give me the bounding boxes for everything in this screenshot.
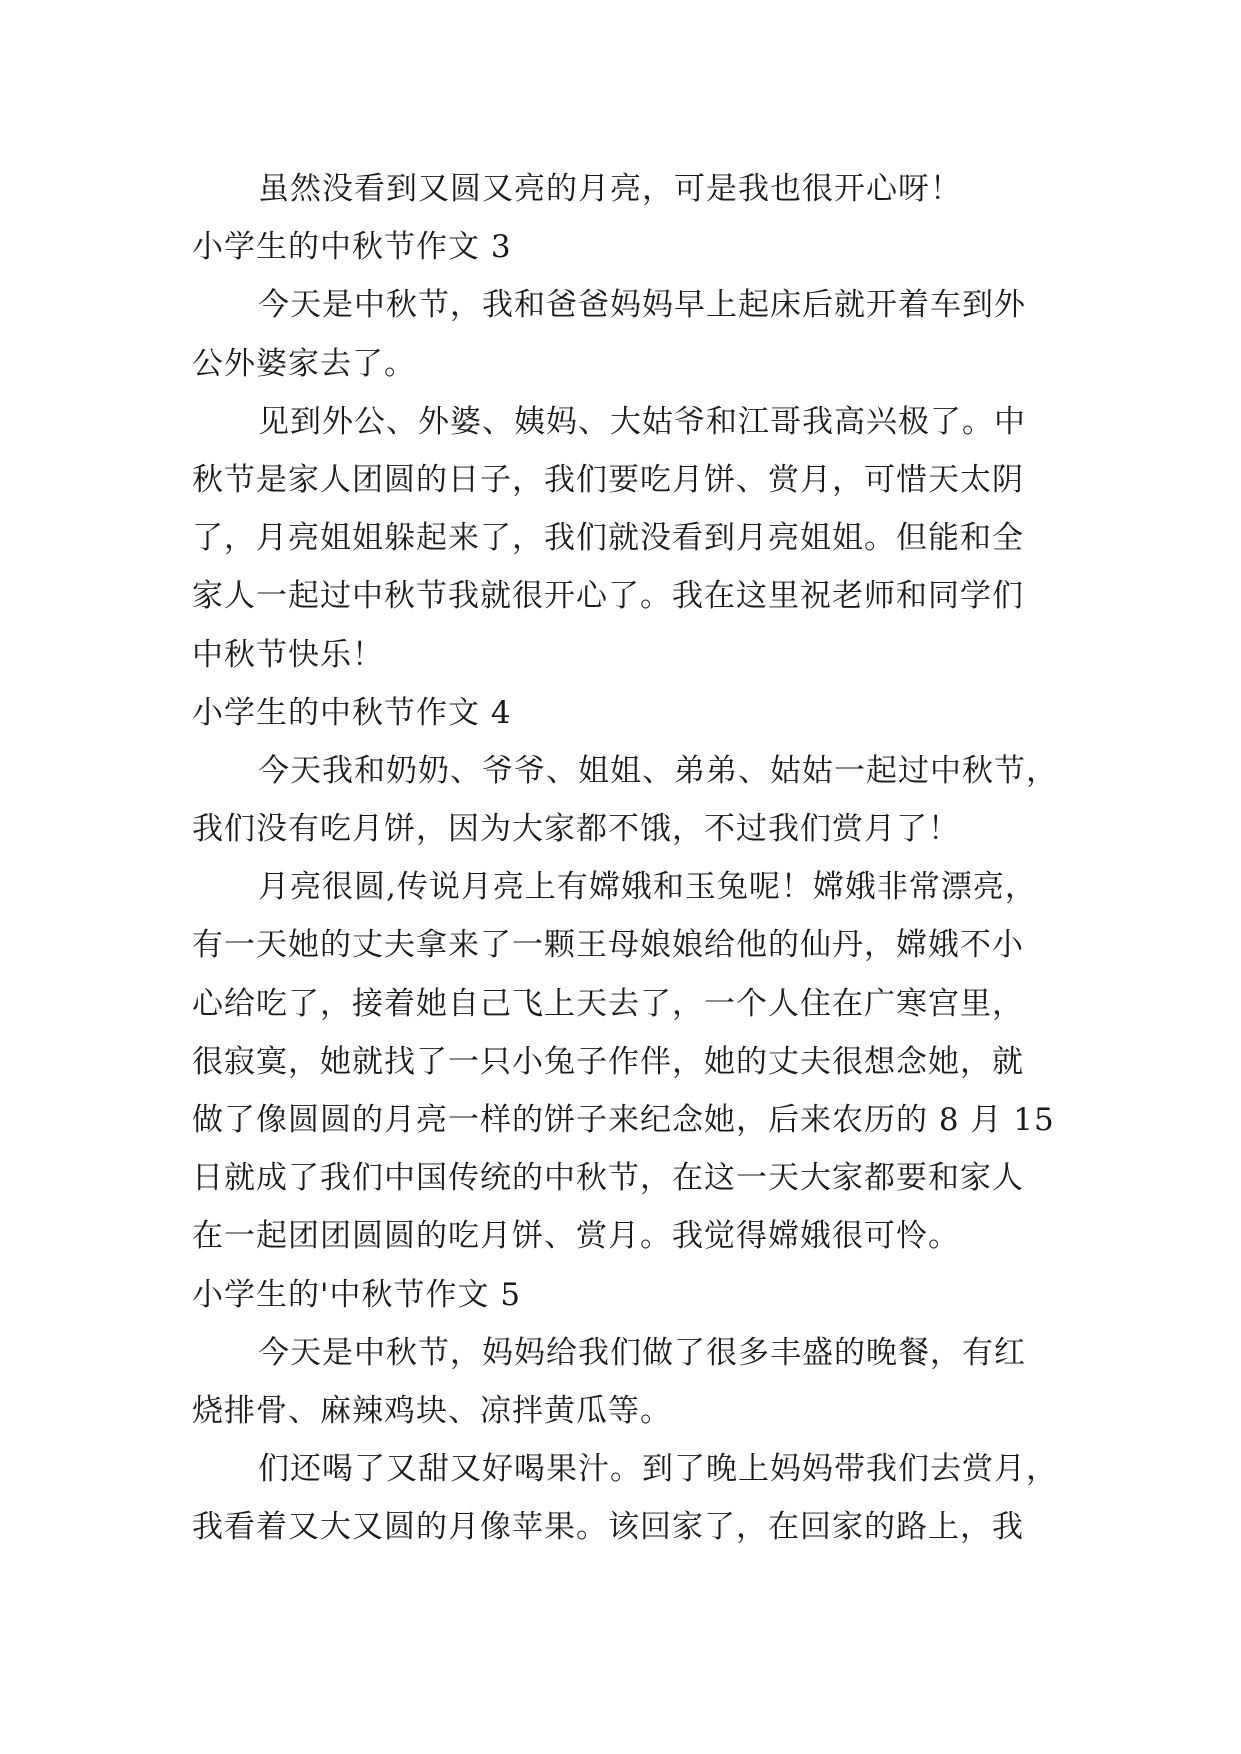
paragraph-line: 很寂寞，她就找了一只小兔子作伴，她的丈夫很想念她，就: [192, 1043, 1024, 1080]
paragraph-line: 今天是中秋节，妈妈给我们做了很多丰盛的晚餐，有红: [258, 1334, 1026, 1371]
section-heading: 小学生的中秋节作文 3: [192, 229, 512, 266]
paragraph-line: 在一起团团圆圆的吃月饼、赏月。我觉得嫦娥很可怜。: [192, 1218, 960, 1255]
paragraph-line: 中秋节快乐！: [192, 636, 384, 673]
paragraph-line: 虽然没看到又圆又亮的月亮，可是我也很开心呀！: [258, 171, 962, 207]
paragraph-line: 今天我和奶奶、爷爷、姐姐、弟弟、姑姑一起过中秋节，: [258, 752, 1058, 789]
paragraph-line: 烧排骨、麻辣鸡块、凉拌黄瓜等。: [192, 1392, 672, 1429]
paragraph-line: 心给吃了，接着她自己飞上天去了，一个人住在广寒宫里，: [192, 985, 1024, 1022]
paragraph-line: 了，月亮姐姐躲起来了，我们就没看到月亮姐姐。但能和全: [192, 520, 1024, 557]
paragraph-line: 公外婆家去了。: [192, 345, 416, 382]
paragraph-line: 我们没有吃月饼，因为大家都不饿，不过我们赏月了！: [192, 811, 960, 848]
section-heading: 小学生的中秋节作文 4: [192, 694, 512, 731]
paragraph-line: 们还喝了又甜又好喝果汁。到了晚上妈妈带我们去赏月，: [258, 1451, 1058, 1488]
paragraph-line: 做了像圆圆的月亮一样的饼子来纪念她，后来农历的 8 月 15: [192, 1102, 1055, 1138]
paragraph-line: 月亮很圆,传说月亮上有嫦娥和玉兔呢！嫦娥非常漂亮，: [258, 869, 1037, 906]
paragraph-line: 我看着又大又圆的月像苹果。该回家了，在回家的路上，我: [192, 1509, 1024, 1546]
document-body: [192, 160, 1058, 1557]
paragraph-line: 今天是中秋节，我和爸爸妈妈早上起床后就开着车到外: [258, 287, 1026, 324]
paragraph-line: 见到外公、外婆、姨妈、大姑爷和江哥我高兴极了。中: [258, 403, 1026, 440]
paragraph-line: 秋节是家人团圆的日子，我们要吃月饼、赏月，可惜天太阴: [192, 461, 1024, 498]
paragraph-line: 家人一起过中秋节我就很开心了。我在这里祝老师和同学们: [192, 578, 1024, 615]
section-heading: 小学生的'中秋节作文 5: [192, 1276, 522, 1313]
paragraph-line: 日就成了我们中国传统的中秋节，在这一天大家都要和家人: [192, 1160, 1024, 1197]
paragraph-line: 有一天她的丈夫拿来了一颗王母娘娘给他的仙丹，嫦娥不小: [192, 927, 1024, 964]
